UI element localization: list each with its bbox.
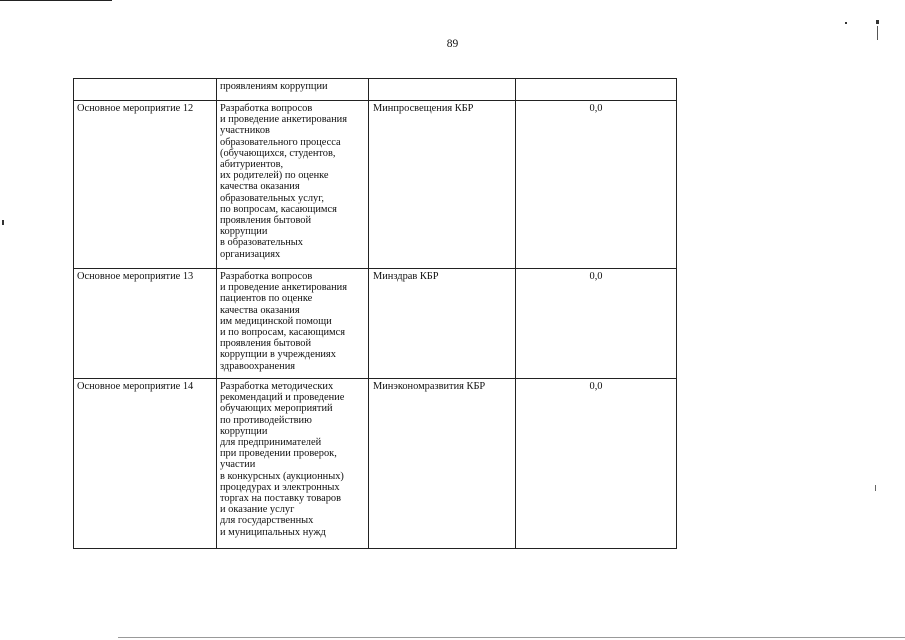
- description-line: в конкурсных (аукционных): [220, 470, 344, 482]
- scan-edge-line-bottom: [118, 637, 905, 638]
- description-line: абитуриентов,: [220, 159, 284, 171]
- description-line: рекомендаций и проведение: [220, 392, 345, 404]
- value-cell: [516, 79, 677, 101]
- description-line: Разработка вопросов: [220, 271, 313, 282]
- description-line: им медицинской помощи: [220, 315, 332, 327]
- description-line: процедурах и электронных: [220, 481, 340, 493]
- description-cell: [217, 101, 369, 269]
- description-line: коррупции: [220, 226, 268, 238]
- description-line: и по вопросам, касающимся: [220, 327, 346, 339]
- description-line: и проведение анкетирования: [220, 282, 348, 294]
- value-cell: 0,0: [516, 101, 677, 269]
- responsible-cell: [369, 79, 516, 101]
- description-cell: [217, 79, 369, 101]
- description-cell: [217, 379, 369, 549]
- description-line: при проведении проверок,: [220, 448, 337, 460]
- responsible-cell: Минпросвещения КБР: [369, 101, 516, 269]
- event-cell: Основное мероприятие 12: [74, 101, 217, 269]
- description-line: коррупции: [220, 425, 268, 437]
- value-cell: 0,0: [516, 269, 677, 379]
- description-line: проявления бытовой: [220, 215, 312, 227]
- table-row: [74, 269, 677, 379]
- description-line: образовательных услуг,: [220, 192, 324, 204]
- description-line: участников: [220, 125, 270, 137]
- description-line: для государственных: [220, 515, 314, 527]
- description-line: и оказание услуг: [220, 504, 295, 516]
- description-line: качества оказания: [220, 181, 300, 193]
- description-line: коррупции в учреждениях: [220, 349, 336, 361]
- measures-table: [73, 78, 677, 549]
- scan-speck: [845, 22, 847, 24]
- scan-speck: [2, 220, 4, 225]
- table-row: [74, 379, 677, 549]
- description-line: и муниципальных нужд: [220, 526, 326, 538]
- description-line: их родителей) по оценке: [220, 170, 329, 182]
- description-line: по противодействию: [220, 414, 312, 426]
- description-line: образовательного процесса: [220, 136, 341, 148]
- description-line: организациях: [220, 248, 281, 260]
- scan-edge-line-top: [0, 0, 112, 1]
- event-cell: [74, 79, 217, 101]
- responsible-cell: Минэкономразвития КБР: [369, 379, 516, 549]
- description-line: Разработка вопросов: [220, 103, 313, 114]
- description-line: участии: [220, 459, 256, 471]
- description-line: качества оказания: [220, 304, 300, 316]
- description-cell: [217, 269, 369, 379]
- description-line: пациентов по оценке: [220, 293, 313, 305]
- table-row: [74, 101, 677, 269]
- scan-speck: [875, 485, 876, 491]
- description-line: торгах на поставку товаров: [220, 493, 342, 505]
- event-cell: Основное мероприятие 13: [74, 269, 217, 379]
- description-line: и проведение анкетирования: [220, 114, 348, 126]
- description-line: проявлениям коррупции: [220, 81, 328, 92]
- page-number: 89: [446, 38, 459, 50]
- description-line: проявления бытовой: [220, 338, 312, 350]
- responsible-cell: Минздрав КБР: [369, 269, 516, 379]
- description-line: по вопросам, касающимся: [220, 203, 337, 215]
- description-line: (обучающихся, студентов,: [220, 147, 336, 159]
- description-line: в образовательных: [220, 237, 303, 249]
- description-line: здравоохранения: [220, 360, 296, 372]
- scan-speck: [876, 20, 879, 24]
- value-cell: 0,0: [516, 379, 677, 549]
- description-line: для предпринимателей: [220, 437, 322, 449]
- event-cell: Основное мероприятие 14: [74, 379, 217, 549]
- description-line: обучающих мероприятий: [220, 403, 333, 415]
- description-line: Разработка методических: [220, 381, 334, 392]
- table-row: [74, 79, 677, 101]
